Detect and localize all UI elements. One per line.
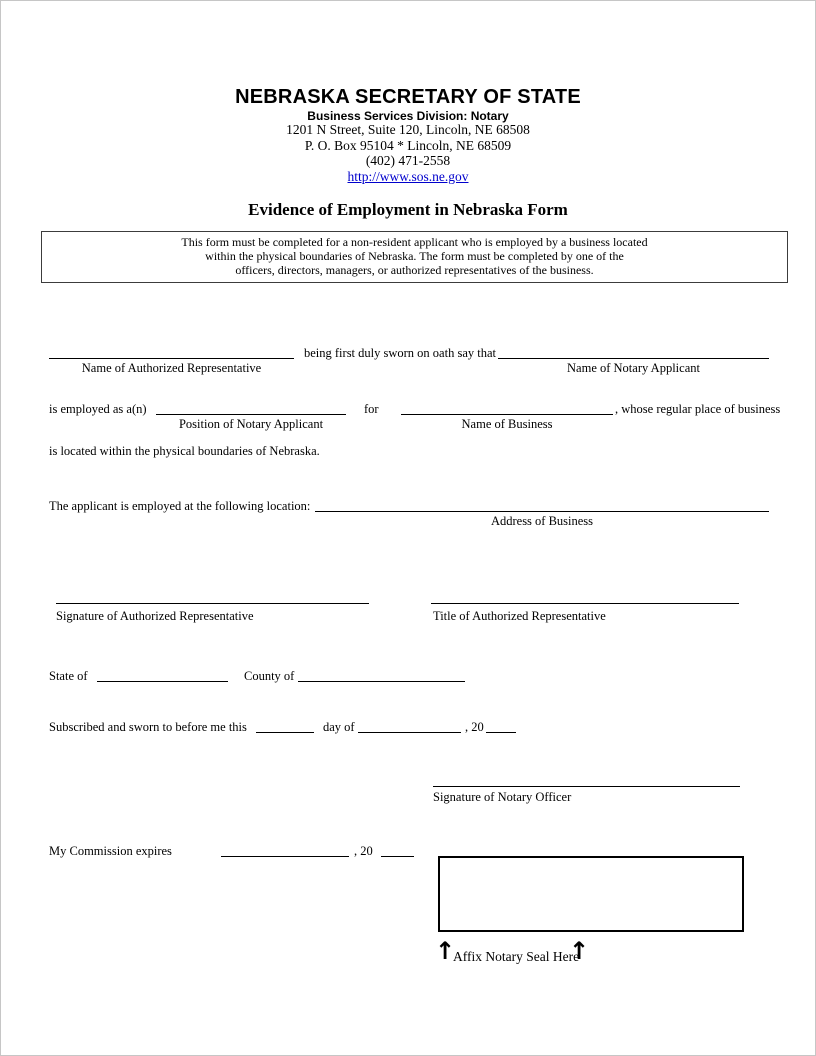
blank-state [97, 681, 228, 682]
commission-year-prefix: , 20 [354, 844, 373, 858]
org-title: NEBRASKA SECRETARY OF STATE [235, 86, 581, 108]
blank-day [256, 732, 314, 733]
instruction-line-3: officers, directors, managers, or authorized representatives of the business. [235, 263, 594, 278]
notary-seal-box [438, 856, 744, 932]
label-position: Position of Notary Applicant [178, 417, 324, 431]
label-notary-applicant-name: Name of Notary Applicant [567, 361, 700, 375]
sworn-text: being first duly sworn on oath say that [304, 346, 496, 360]
blank-notary-applicant-name [498, 358, 769, 359]
website-link-row [1, 169, 815, 185]
for-text: for [364, 402, 379, 416]
page-title: Evidence of Employment in Nebraska Form [248, 200, 568, 219]
employed-as-text: is employed as a(n) [49, 402, 147, 416]
county-of-text: County of [244, 669, 295, 683]
blank-notary-signature [433, 786, 740, 787]
label-notary-signature: Signature of Notary Officer [433, 790, 572, 804]
day-of-text: day of [323, 720, 355, 734]
blank-county [298, 681, 465, 682]
blank-business-address [315, 511, 769, 512]
address-line-1: 1201 N Street, Suite 120, Lincoln, NE 68508 [286, 122, 530, 137]
location-text: The applicant is employed at the following location: [49, 499, 311, 513]
blank-month [358, 732, 461, 733]
blank-position [156, 414, 346, 415]
located-text: is located within the physical boundaries of Nebraska. [49, 444, 320, 458]
up-arrow-icon: ↑ [569, 937, 590, 965]
commission-text: My Commission expires [49, 844, 172, 858]
blank-commission-date [221, 856, 349, 857]
label-business-address: Address of Business [490, 514, 594, 528]
up-arrow-icon: ↑ [435, 937, 456, 965]
blank-year [486, 732, 516, 733]
instruction-box [41, 231, 788, 283]
address-line-2: P. O. Box 95104 * Lincoln, NE 68509 [304, 138, 512, 153]
blank-signature-rep [56, 603, 369, 604]
phone-number: (402) 471-2558 [365, 153, 451, 168]
year-prefix-text: , 20 [465, 720, 484, 734]
label-title-rep: Title of Authorized Representative [433, 609, 606, 623]
label-business-name: Name of Business [461, 417, 553, 431]
instruction-line-2: within the physical boundaries of Nebraska. The form must be completed by one of the [205, 249, 624, 264]
subscribed-text: Subscribed and sworn to before me this [49, 720, 247, 734]
blank-commission-year [381, 856, 414, 857]
label-affix-seal: Affix Notary Seal Here [453, 949, 580, 964]
label-signature-rep: Signature of Authorized Representative [56, 609, 254, 623]
instruction-line-1: This form must be completed for a non-resident applicant who is employed by a business located [181, 235, 648, 249]
state-of-text: State of [49, 669, 88, 683]
blank-authorized-rep-name [49, 358, 294, 359]
blank-business-name [401, 414, 613, 415]
label-authorized-rep-name: Name of Authorized Representative [81, 361, 262, 375]
blank-title-rep [431, 603, 739, 604]
website-link[interactable]: http://www.sos.ne.gov [347, 169, 469, 184]
division-subtitle: Business Services Division: Notary [307, 109, 509, 123]
whose-text: , whose regular place of business [615, 402, 781, 416]
